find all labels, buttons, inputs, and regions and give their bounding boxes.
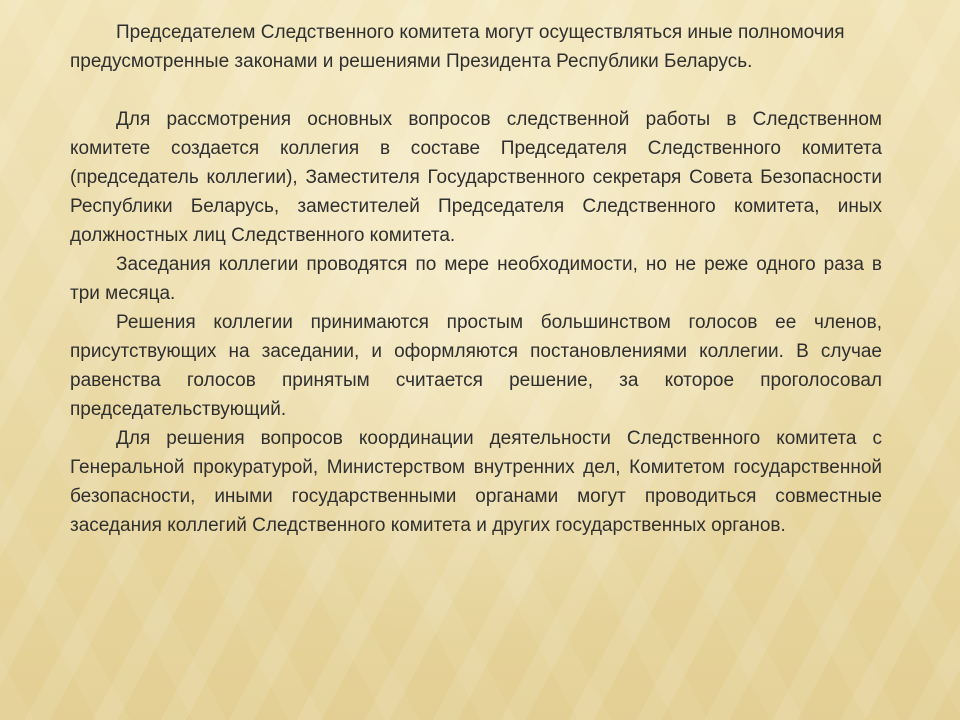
slide-body-text: [70, 18, 882, 540]
paragraph-collegium-meetings: Заседания коллегии проводятся по мере необходимости, но не реже одного раза в три месяца.: [70, 254, 882, 304]
paragraph-joint-meetings: Для решения вопросов координации деятельности Следственного комитета с Генеральной прокуратурой, Министерством внутренних дел, Комитетом государственной безопасности, иными государственными органами могут проводиться совместные заседания коллегий Следственного комитета и других государственных органов.: [70, 428, 882, 536]
paragraph-collegium-composition: Для рассмотрения основных вопросов следственной работы в Следственном комитете создается коллегия в составе Председателя Следственного комитета (председатель коллегии), Заместителя Государственного секретаря Совета Безопасности Республики Беларусь, заместителей Председателя Следственного комитета, иных должностных лиц Следственного комитета.: [70, 109, 882, 246]
paragraph-gap: [70, 76, 882, 105]
paragraph-powers: Председателем Следственного комитета могут осуществляться иные полномочия предусмотренные законами и решениями Президента Республики Беларусь.: [70, 22, 845, 72]
paragraph-collegium-decisions: Решения коллегии принимаются простым большинством голосов ее членов, присутствующих на заседании, и оформляются постановлениями коллегии. В случае равенства голосов принятым считается решение, за которое проголосовал председательствующий.: [70, 312, 882, 420]
